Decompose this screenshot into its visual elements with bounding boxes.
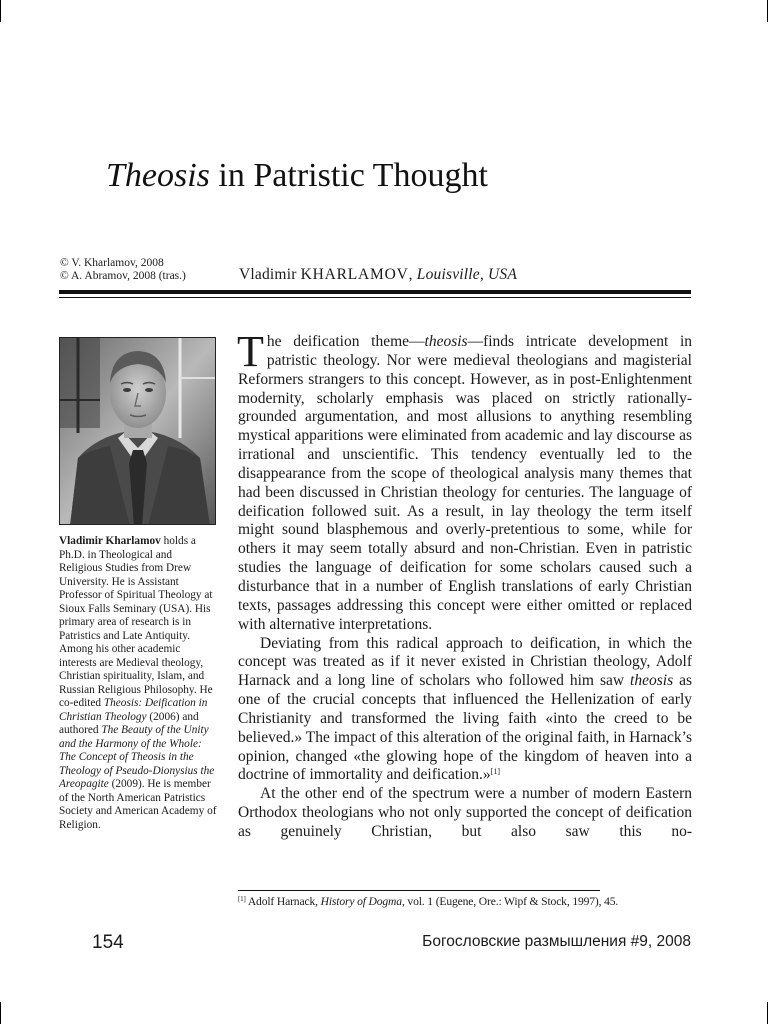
paragraph-text: Deviating from this radical approach to deification, in which the concept was treated as if it never existed in Christian theology, Adolf Harnack and a long line of scholars who followed him saw: [238, 634, 692, 690]
article-body: [237, 327, 693, 842]
bio-text: holds a Ph.D. in Theological and Religious Studies from Drew University. He is Assistant Professor of Spiritual Theology at Sioux Falls Seminary (USA). His primary area of research is in Patristics and Late Antiquity. Among his other academic interests are Medieval theology, Christian spirituality, Islam, and Russian Religious Philosophy. He co-edited: [59, 535, 213, 709]
footnote-reference[interactable]: [1]: [490, 767, 500, 777]
article-title-italic: Theosis: [106, 157, 210, 194]
header-rule-thick: [59, 290, 691, 294]
bio-book-title: Theosis: Deification in Christian Theology: [59, 697, 208, 723]
bio-text: (2006) and authored: [59, 710, 199, 736]
paragraph-text: —finds intricate development in patristic theology. Nor were medieval theologians and magisterial Reformers strangers to this concept. However, as in post-Enlightenment modernity, scholarly emphasis was placed on strictly rationally-grounded argumentation, and most allusions to anything resembling mystical apparitions were eliminated from academic and lay discourse as irrational and unscientific. This tendency eventually led to the disappearance from the scope of theological analysis many themes that had been discussed in Christian theology for centuries. The language of deification followed suit. As a result, in lay theology the term itself might sound blasphemous and overly-pretentious to some, while for others it may seem totally absurd and non-Christian. Even in patristic studies the language of deification for some scholars caused such a disturbance that in a number of English translations of early Christian texts, passages addressing this concept were either omitted or replaced with alternative interpretations.: [238, 333, 693, 633]
bio-text: (2009). He is member of the North American Patristics Society and American Academy of Religion.: [59, 778, 217, 831]
paragraph-italic: theosis: [630, 672, 674, 690]
journal-name: Богословские размышления #9, 2008: [422, 933, 691, 950]
author-last-name: KHARLAMOV: [300, 266, 409, 283]
crop-mark: [0, 1002, 1, 1024]
paragraph-text: At the other end of the spectrum were a number of modern Eastern Orthodox theologians who not only supported the concept of deification as genuinely Christian, but also saw this no-: [238, 785, 692, 840]
bio-book-title: The Beauty of the Unity and the Harmony of the Whole: The Concept of Theosis in the Theology of Pseudo-Dionysius the Areopagite: [59, 724, 215, 790]
author-line: [239, 266, 517, 284]
author-separator: ,: [408, 266, 417, 283]
crop-mark: [0, 0, 1, 22]
page-number: 154: [92, 932, 124, 953]
body-paragraph: [238, 635, 692, 786]
paragraph-text: as one of the crucial concepts that influenced the Hellenization of early Christianity and transformed the living faith «into the creed to be believed.» The impact of this alteration of the original faith, in Harnack’s opinion, changed «the glowing hope of the kingdom of heaven into a doctrine of immortality and deification.»: [238, 672, 693, 784]
author-portrait-image: [60, 338, 216, 525]
author-bio: [59, 535, 217, 832]
footnote-book-title: History of Dogma: [320, 895, 402, 908]
author-first-name: Vladimir: [239, 266, 301, 283]
header-rule-thin: [59, 297, 691, 298]
copyright-block: [60, 257, 186, 283]
copyright-line: © V. Kharlamov, 2008: [60, 257, 164, 269]
article-title: [106, 156, 488, 196]
article-title-rest: in Patristic Thought: [209, 157, 488, 194]
footnote-text: , vol. 1 (Eugene, Ore.: Wipf & Stock, 1997), 45.: [401, 895, 619, 908]
body-paragraph: [237, 327, 693, 635]
footnote-marker: [1]: [238, 895, 246, 903]
bio-author-name: Vladimir Kharlamov: [59, 535, 161, 547]
drop-cap: T: [237, 327, 264, 376]
footnote-divider: [238, 890, 600, 891]
paragraph-text: he deification theme—: [266, 333, 425, 350]
footnote: [238, 895, 694, 909]
paragraph-italic: theosis: [424, 333, 468, 350]
body-paragraph: [238, 785, 692, 842]
author-location: Louisville, USA: [416, 266, 518, 283]
copyright-line: © A. Abramov, 2008 (tras.): [60, 270, 186, 282]
author-photo: [59, 337, 216, 525]
footnote-text: Adolf Harnack,: [245, 895, 321, 908]
